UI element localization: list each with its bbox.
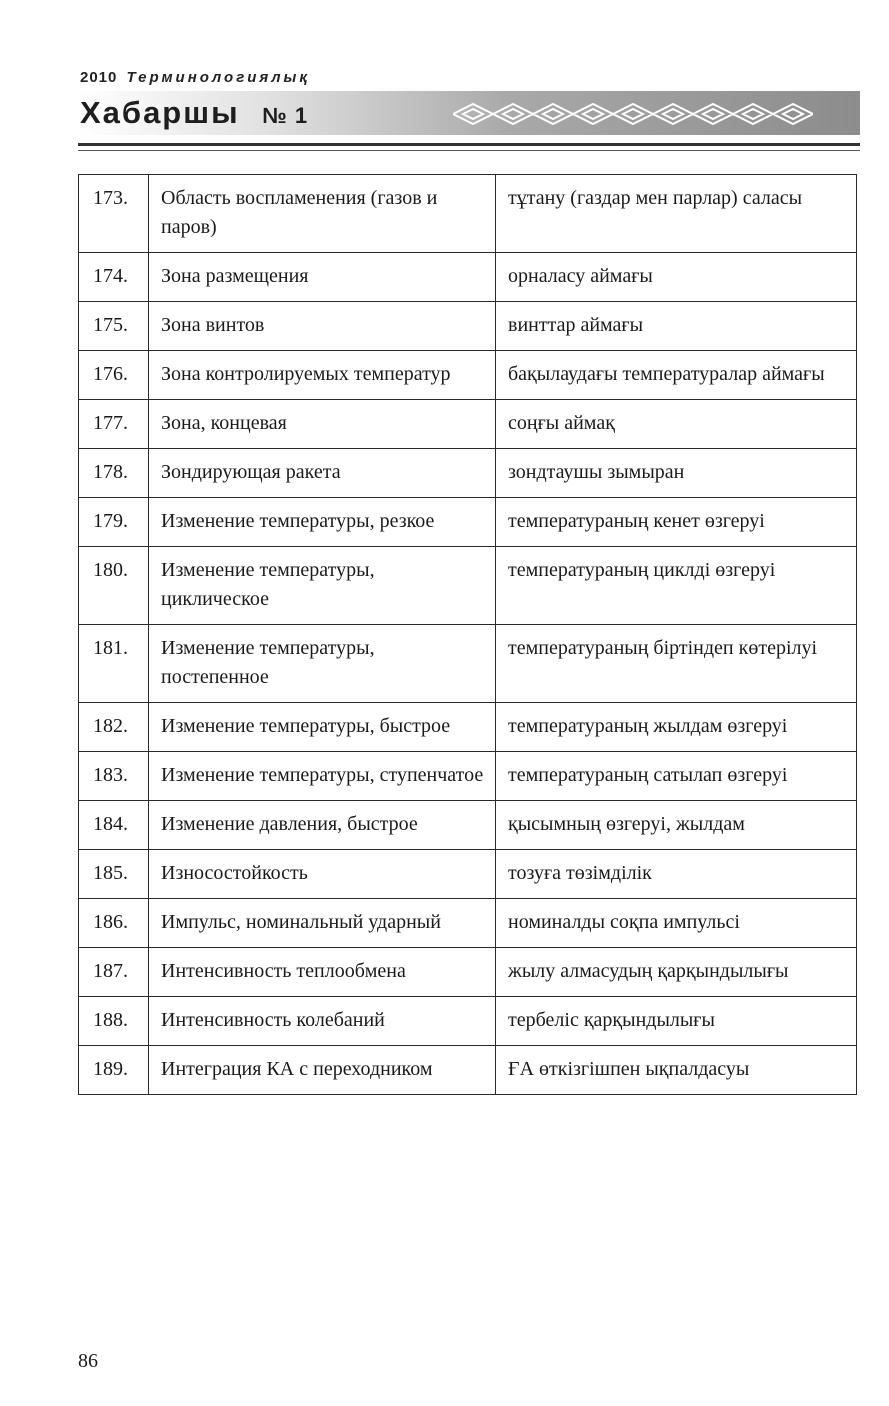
page-header	[78, 66, 860, 161]
table-row	[79, 302, 857, 351]
term-number: 180.	[79, 547, 149, 625]
term-russian: Изменение давления, быстрое	[149, 801, 496, 850]
term-kazakh: температураның біртіндеп көтерілуі	[496, 625, 857, 703]
term-kazakh: ҒА өткізгішпен ықпалдасуы	[496, 1046, 857, 1095]
term-kazakh: зондтаушы зымыран	[496, 449, 857, 498]
term-number: 184.	[79, 801, 149, 850]
journal-title-text: Хабаршы	[80, 95, 240, 130]
journal-title	[80, 95, 308, 131]
term-russian: Область воспламенения (газов и паров)	[149, 175, 496, 253]
term-kazakh: тозуға төзімділік	[496, 850, 857, 899]
term-russian: Изменение температуры, резкое	[149, 498, 496, 547]
table-row	[79, 625, 857, 703]
table-row	[79, 850, 857, 899]
term-number: 187.	[79, 948, 149, 997]
term-russian: Зондирующая ракета	[149, 449, 496, 498]
term-russian: Изменение температуры, постепенное	[149, 625, 496, 703]
journal-subtitle	[80, 69, 310, 86]
term-kazakh: тұтану (газдар мен парлар) саласы	[496, 175, 857, 253]
term-russian: Зона контролируемых температур	[149, 351, 496, 400]
term-russian: Зона размещения	[149, 253, 496, 302]
table-row	[79, 498, 857, 547]
term-number: 177.	[79, 400, 149, 449]
term-number: 176.	[79, 351, 149, 400]
term-russian: Интенсивность колебаний	[149, 997, 496, 1046]
term-number: 174.	[79, 253, 149, 302]
term-number: 181.	[79, 625, 149, 703]
term-number: 189.	[79, 1046, 149, 1095]
table-row	[79, 400, 857, 449]
term-russian: Зона, концевая	[149, 400, 496, 449]
term-russian: Зона винтов	[149, 302, 496, 351]
term-kazakh: тербеліс қарқындылығы	[496, 997, 857, 1046]
terms-table	[78, 174, 857, 1095]
term-number: 183.	[79, 752, 149, 801]
table-row	[79, 449, 857, 498]
term-kazakh: температураның кенет өзгеруі	[496, 498, 857, 547]
term-number: 185.	[79, 850, 149, 899]
term-number: 179.	[79, 498, 149, 547]
table-row	[79, 752, 857, 801]
term-kazakh: температураның жылдам өзгеруі	[496, 703, 857, 752]
term-kazakh: винттар аймағы	[496, 302, 857, 351]
term-kazakh: қысымның өзгеруі, жылдам	[496, 801, 857, 850]
term-kazakh: номиналды соқпа импульсі	[496, 899, 857, 948]
terms-table-body	[79, 175, 857, 1095]
table-row	[79, 703, 857, 752]
table-row	[79, 253, 857, 302]
journal-year: 2010	[80, 69, 118, 86]
header-rule-thin	[78, 150, 860, 151]
table-row	[79, 547, 857, 625]
term-russian: Импульс, номинальный ударный	[149, 899, 496, 948]
issue-number: № 1	[262, 103, 309, 128]
term-number: 175.	[79, 302, 149, 351]
term-number: 182.	[79, 703, 149, 752]
term-russian: Износостойкость	[149, 850, 496, 899]
table-row	[79, 175, 857, 253]
term-kazakh: температураның сатылап өзгеруі	[496, 752, 857, 801]
ornament-icon	[453, 101, 813, 127]
term-kazakh: жылу алмасудың қарқындылығы	[496, 948, 857, 997]
table-row	[79, 899, 857, 948]
table-row	[79, 1046, 857, 1095]
term-russian: Интенсивность теплообмена	[149, 948, 496, 997]
term-number: 186.	[79, 899, 149, 948]
table-row	[79, 948, 857, 997]
term-russian: Изменение температуры, ступенчатое	[149, 752, 496, 801]
term-russian: Изменение температуры, циклическое	[149, 547, 496, 625]
table-row	[79, 997, 857, 1046]
journal-name-top: Терминологиялық	[126, 69, 310, 86]
term-kazakh: орналасу аймағы	[496, 253, 857, 302]
term-kazakh: соңғы аймақ	[496, 400, 857, 449]
term-kazakh: бақылаудағы температуралар аймағы	[496, 351, 857, 400]
term-number: 178.	[79, 449, 149, 498]
table-row	[79, 351, 857, 400]
page-number: 86	[78, 1350, 98, 1372]
term-russian: Интеграция КА с переходником	[149, 1046, 496, 1095]
term-number: 173.	[79, 175, 149, 253]
term-number: 188.	[79, 997, 149, 1046]
term-kazakh: температураның циклді өзгеруі	[496, 547, 857, 625]
header-rule	[78, 143, 860, 146]
term-russian: Изменение температуры, быстрое	[149, 703, 496, 752]
table-row	[79, 801, 857, 850]
